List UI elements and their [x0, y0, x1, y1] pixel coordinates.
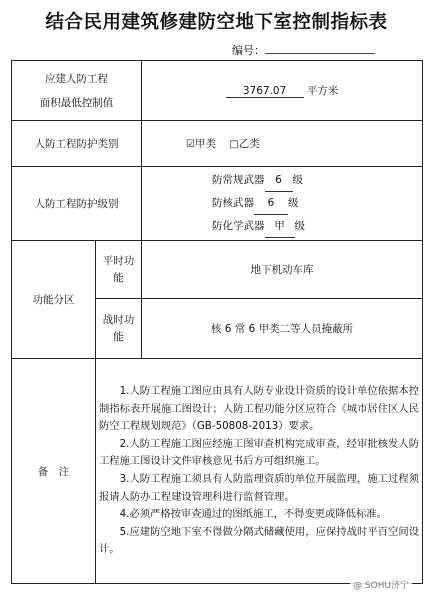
row-peace-function	[12, 241, 423, 299]
control-index-table	[11, 60, 423, 584]
category-option2-label: 乙类	[238, 138, 260, 150]
area-value: 3767.07	[226, 85, 304, 98]
war-function-value: 核 6 常 6 甲类二等人员掩蔽所	[142, 299, 423, 359]
category-options-cell	[142, 121, 423, 167]
peace-label-line2: 能	[113, 271, 124, 284]
level-chemical-value: 甲	[265, 215, 295, 238]
category-option1-checkbox: ☑	[186, 139, 195, 150]
serial-blank	[265, 43, 375, 54]
category-label: 人防工程防护类别	[12, 121, 142, 167]
notes-content	[96, 359, 423, 584]
level-conventional-unit: 级	[292, 174, 303, 186]
sohu-watermark: @ SOHU济宁	[350, 578, 412, 591]
area-label-line2: 面积最低控制值	[39, 96, 114, 109]
level-chemical	[212, 215, 419, 238]
note-item: 5.应建防空地下室不得做分隔式储藏使用，应保持战时平百空间设计。	[99, 525, 419, 556]
note-item: 3.人防工程施工须具有人防监理资质的单位开展监理，施工过程须报请人防办工程建设管理科进行监督管理。	[99, 473, 419, 503]
notes-label: 备 注	[12, 359, 96, 584]
level-values-cell	[142, 167, 423, 241]
war-label-line2: 能	[113, 330, 124, 343]
note-item: 2.人防工程施工图应经施工图审查机构完成审查，经审批核发人防工程施工图设计文件审核意见书后方可组织施工。	[99, 437, 419, 468]
note-item: 4.必须严格按审查通过的图纸施工，不得变更或降低标准。	[119, 508, 387, 521]
row-notes	[12, 359, 423, 584]
area-label-cell	[12, 61, 142, 121]
peace-label-cell	[96, 241, 142, 299]
level-nuclear-value: 6	[254, 192, 288, 215]
row-area	[12, 61, 423, 121]
area-unit: 平方米	[306, 85, 339, 97]
level-conventional	[212, 169, 419, 192]
level-conventional-label: 防常规武器	[212, 174, 265, 186]
peace-function-value: 地下机动车库	[142, 241, 423, 299]
row-category	[12, 121, 423, 167]
category-option1-label: 甲类	[194, 138, 216, 150]
level-conventional-value: 6	[265, 169, 293, 192]
peace-label-line1: 平时功	[102, 254, 135, 267]
level-chemical-unit: 级	[294, 220, 305, 232]
area-value-cell	[142, 61, 423, 121]
level-nuclear-label: 防核武器	[212, 197, 254, 209]
war-label-line1: 战时功	[102, 313, 135, 326]
level-nuclear	[212, 192, 419, 215]
page-title: 结合民用建筑修建防空地下室控制指标表	[45, 12, 388, 33]
serial-label: 编号：	[232, 44, 265, 57]
serial-number	[232, 42, 375, 58]
war-label-cell	[96, 299, 142, 359]
level-label: 人防工程防护级别	[12, 167, 142, 241]
category-option2-checkbox: □	[229, 139, 239, 150]
level-nuclear-unit: 级	[288, 197, 299, 209]
row-level	[12, 167, 423, 241]
note-item: 1.人防工程施工图应由具有人防专业设计资质的设计单位依据本控制指标表开展施工图设计；人防工程功能分区应符合《城市居住区人民防空工程规划规范》（GB-50808-2013）要求。	[99, 385, 419, 433]
function-label: 功能分区	[12, 241, 96, 359]
area-label-line1: 应建人防工程	[45, 72, 108, 85]
level-chemical-label: 防化学武器	[212, 220, 265, 232]
